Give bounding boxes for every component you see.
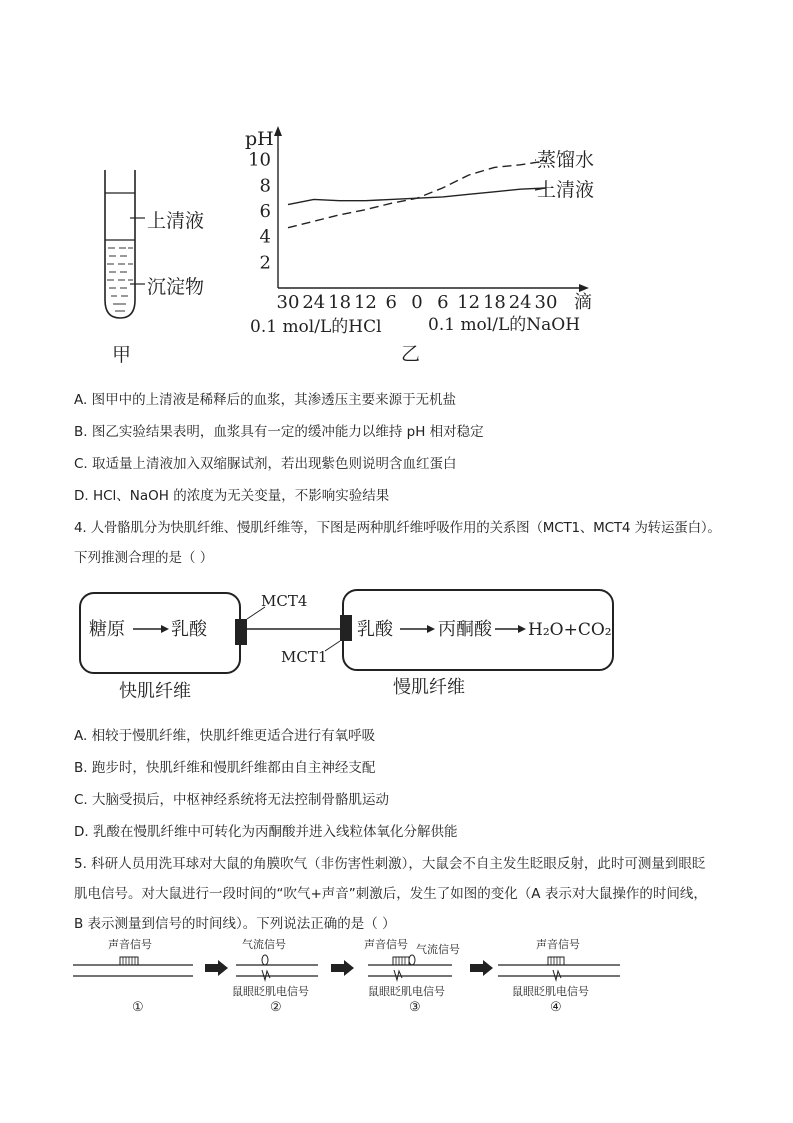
airflow-signal bbox=[409, 955, 415, 965]
x-axis-arrow bbox=[579, 284, 589, 292]
series-label-distilled-water: 蒸馏水 bbox=[537, 149, 595, 171]
fast-fiber-caption: 快肌纤维 bbox=[119, 681, 191, 702]
mct4-transporter bbox=[235, 619, 247, 645]
q4-option-a: A. 相较于慢肌纤维，快肌纤维更适合进行有氧呼吸 bbox=[74, 728, 376, 744]
slow-fiber-caption: 慢肌纤维 bbox=[393, 677, 465, 698]
precipitate-label: 沉淀物 bbox=[147, 276, 205, 298]
panel4-bottom-label: 鼠眼眨肌电信号 bbox=[512, 985, 589, 998]
fast-item-lactate: 乳酸 bbox=[171, 619, 207, 640]
sound-signal-block bbox=[393, 957, 409, 965]
y-tick-label: 10 bbox=[248, 149, 271, 171]
precipitate-hatching bbox=[107, 248, 133, 311]
timeline-panel-2 bbox=[232, 937, 318, 1015]
airflow-signal bbox=[262, 955, 268, 965]
x-unit-label: 滴 bbox=[574, 292, 592, 313]
arrow-head-1 bbox=[161, 625, 169, 633]
q3-option-b: B. 图乙实验结果表明，血浆具有一定的缓冲能力以维持 pH 相对稳定 bbox=[74, 424, 484, 440]
arrow-head-2 bbox=[427, 625, 435, 633]
q5-stem-line2: 肌电信号。对大鼠进行一段时间的“吹气+声音”刺激后，发生了如图的变化（A 表示对大鼠操作的时间线， bbox=[74, 886, 707, 902]
step-arrow-2 bbox=[331, 960, 354, 976]
q3-option-c: C. 取适量上清液加入双缩脲试剂，若出现紫色则说明含血红蛋白 bbox=[74, 456, 457, 472]
panel3-number: ③ bbox=[409, 1000, 421, 1015]
panel3-bottom-label: 鼠眼眨肌电信号 bbox=[368, 985, 445, 998]
mct4-label: MCT4 bbox=[261, 592, 308, 610]
x-tick-label: 24 bbox=[508, 292, 532, 313]
panel3-top-label: 声音信号 bbox=[364, 938, 408, 951]
naoh-label: 0.1 mol/L的NaOH bbox=[428, 315, 581, 335]
ph-chart bbox=[225, 118, 625, 368]
y-axis-label: pH bbox=[245, 128, 274, 150]
x-tick-label: 6 bbox=[437, 292, 449, 313]
x-tick-label: 24 bbox=[302, 292, 326, 313]
figure-jia-caption: 甲 bbox=[112, 344, 132, 366]
x-tick-label: 18 bbox=[328, 292, 352, 313]
y-tick-label: 6 bbox=[259, 201, 271, 222]
panel1-number: ① bbox=[132, 1000, 144, 1015]
timeline-panel-4 bbox=[498, 937, 620, 1015]
x-tick-label: 18 bbox=[482, 292, 506, 313]
series-label-supernatant: 上清液 bbox=[537, 179, 595, 201]
slow-item-pyruvate: 丙酮酸 bbox=[438, 619, 492, 640]
x-tick-label: 12 bbox=[353, 292, 377, 313]
timeline-diagram bbox=[68, 934, 628, 1018]
y-tick-label: 2 bbox=[259, 252, 271, 274]
arrow-head-3 bbox=[518, 625, 526, 633]
emg-signal bbox=[553, 970, 561, 980]
muscle-fiber-diagram bbox=[75, 585, 635, 705]
mct1-transporter bbox=[340, 615, 352, 641]
panel1-top-label: 声音信号 bbox=[108, 938, 152, 951]
y-axis-arrow bbox=[274, 126, 282, 136]
step-arrow-3 bbox=[470, 960, 493, 976]
series-line-supernatant bbox=[288, 188, 546, 205]
y-tick-label: 8 bbox=[259, 175, 271, 197]
fast-item-glycogen: 糖原 bbox=[89, 619, 125, 640]
q4-option-b: B. 跑步时，快肌纤维和慢肌纤维都由自主神经支配 bbox=[74, 760, 376, 776]
x-tick-label: 6 bbox=[385, 292, 397, 313]
x-tick-label: 30 bbox=[276, 292, 300, 313]
x-tick-label: 0 bbox=[411, 292, 423, 313]
supernatant-label: 上清液 bbox=[147, 210, 205, 232]
slow-item-lactate: 乳酸 bbox=[357, 619, 393, 640]
q3-option-d: D. HCl、NaOH 的浓度为无关变量，不影响实验结果 bbox=[74, 488, 390, 504]
timeline-panel-3 bbox=[364, 937, 460, 1015]
series-line-distilled-water bbox=[288, 161, 546, 228]
sound-signal-block bbox=[548, 957, 564, 965]
q4-option-c: C. 大脑受损后，中枢神经系统将无法控制骨骼肌运动 bbox=[74, 792, 390, 808]
figure-yi-caption: 乙 bbox=[401, 343, 421, 365]
x-tick-label: 30 bbox=[534, 292, 558, 313]
panel2-number: ② bbox=[270, 1000, 282, 1015]
y-tick-label: 4 bbox=[259, 226, 271, 248]
hcl-label: 0.1 mol/L的HCl bbox=[250, 317, 382, 337]
step-arrow-1 bbox=[205, 960, 228, 976]
q4-option-d: D. 乳酸在慢肌纤维中可转化为丙酮酸并进入线粒体氧化分解供能 bbox=[74, 824, 458, 840]
q4-stem-line2: 下列推测合理的是（ ） bbox=[74, 550, 214, 566]
x-tick-label: 12 bbox=[457, 292, 481, 313]
panel3-top-label-2: 气流信号 bbox=[416, 943, 460, 956]
q4-stem-line1: 4. 人骨骼肌分为快肌纤维、慢肌纤维等，下图是两种肌纤维呼吸作用的关系图（MCT1、MCT4 为转运蛋白）。 bbox=[74, 520, 721, 536]
q5-stem-line3: B 表示测量到信号的时间线）。下列说法正确的是（ ） bbox=[74, 916, 396, 932]
panel4-number: ④ bbox=[550, 1000, 562, 1015]
emg-signal bbox=[262, 970, 270, 980]
test-tube-figure bbox=[95, 160, 225, 330]
panel2-top-label: 气流信号 bbox=[242, 938, 286, 951]
panel2-bottom-label: 鼠眼眨肌电信号 bbox=[232, 985, 309, 998]
q3-option-a: A. 图甲中的上清液是稀释后的血浆，其渗透压主要来源于无机盐 bbox=[74, 392, 457, 408]
q5-stem-line1: 5. 科研人员用洗耳球对大鼠的角膜吹气（非伤害性刺激），大鼠会不自主发生眨眼反射，此时可测量到眼眨 bbox=[74, 856, 706, 872]
mct1-label: MCT1 bbox=[281, 648, 328, 666]
slow-item-products: H₂O+CO₂ bbox=[528, 620, 612, 640]
emg-signal bbox=[394, 970, 402, 980]
panel4-top-label: 声音信号 bbox=[536, 938, 580, 951]
timeline-panel-1 bbox=[73, 937, 193, 1015]
test-tube-outline bbox=[105, 170, 135, 318]
